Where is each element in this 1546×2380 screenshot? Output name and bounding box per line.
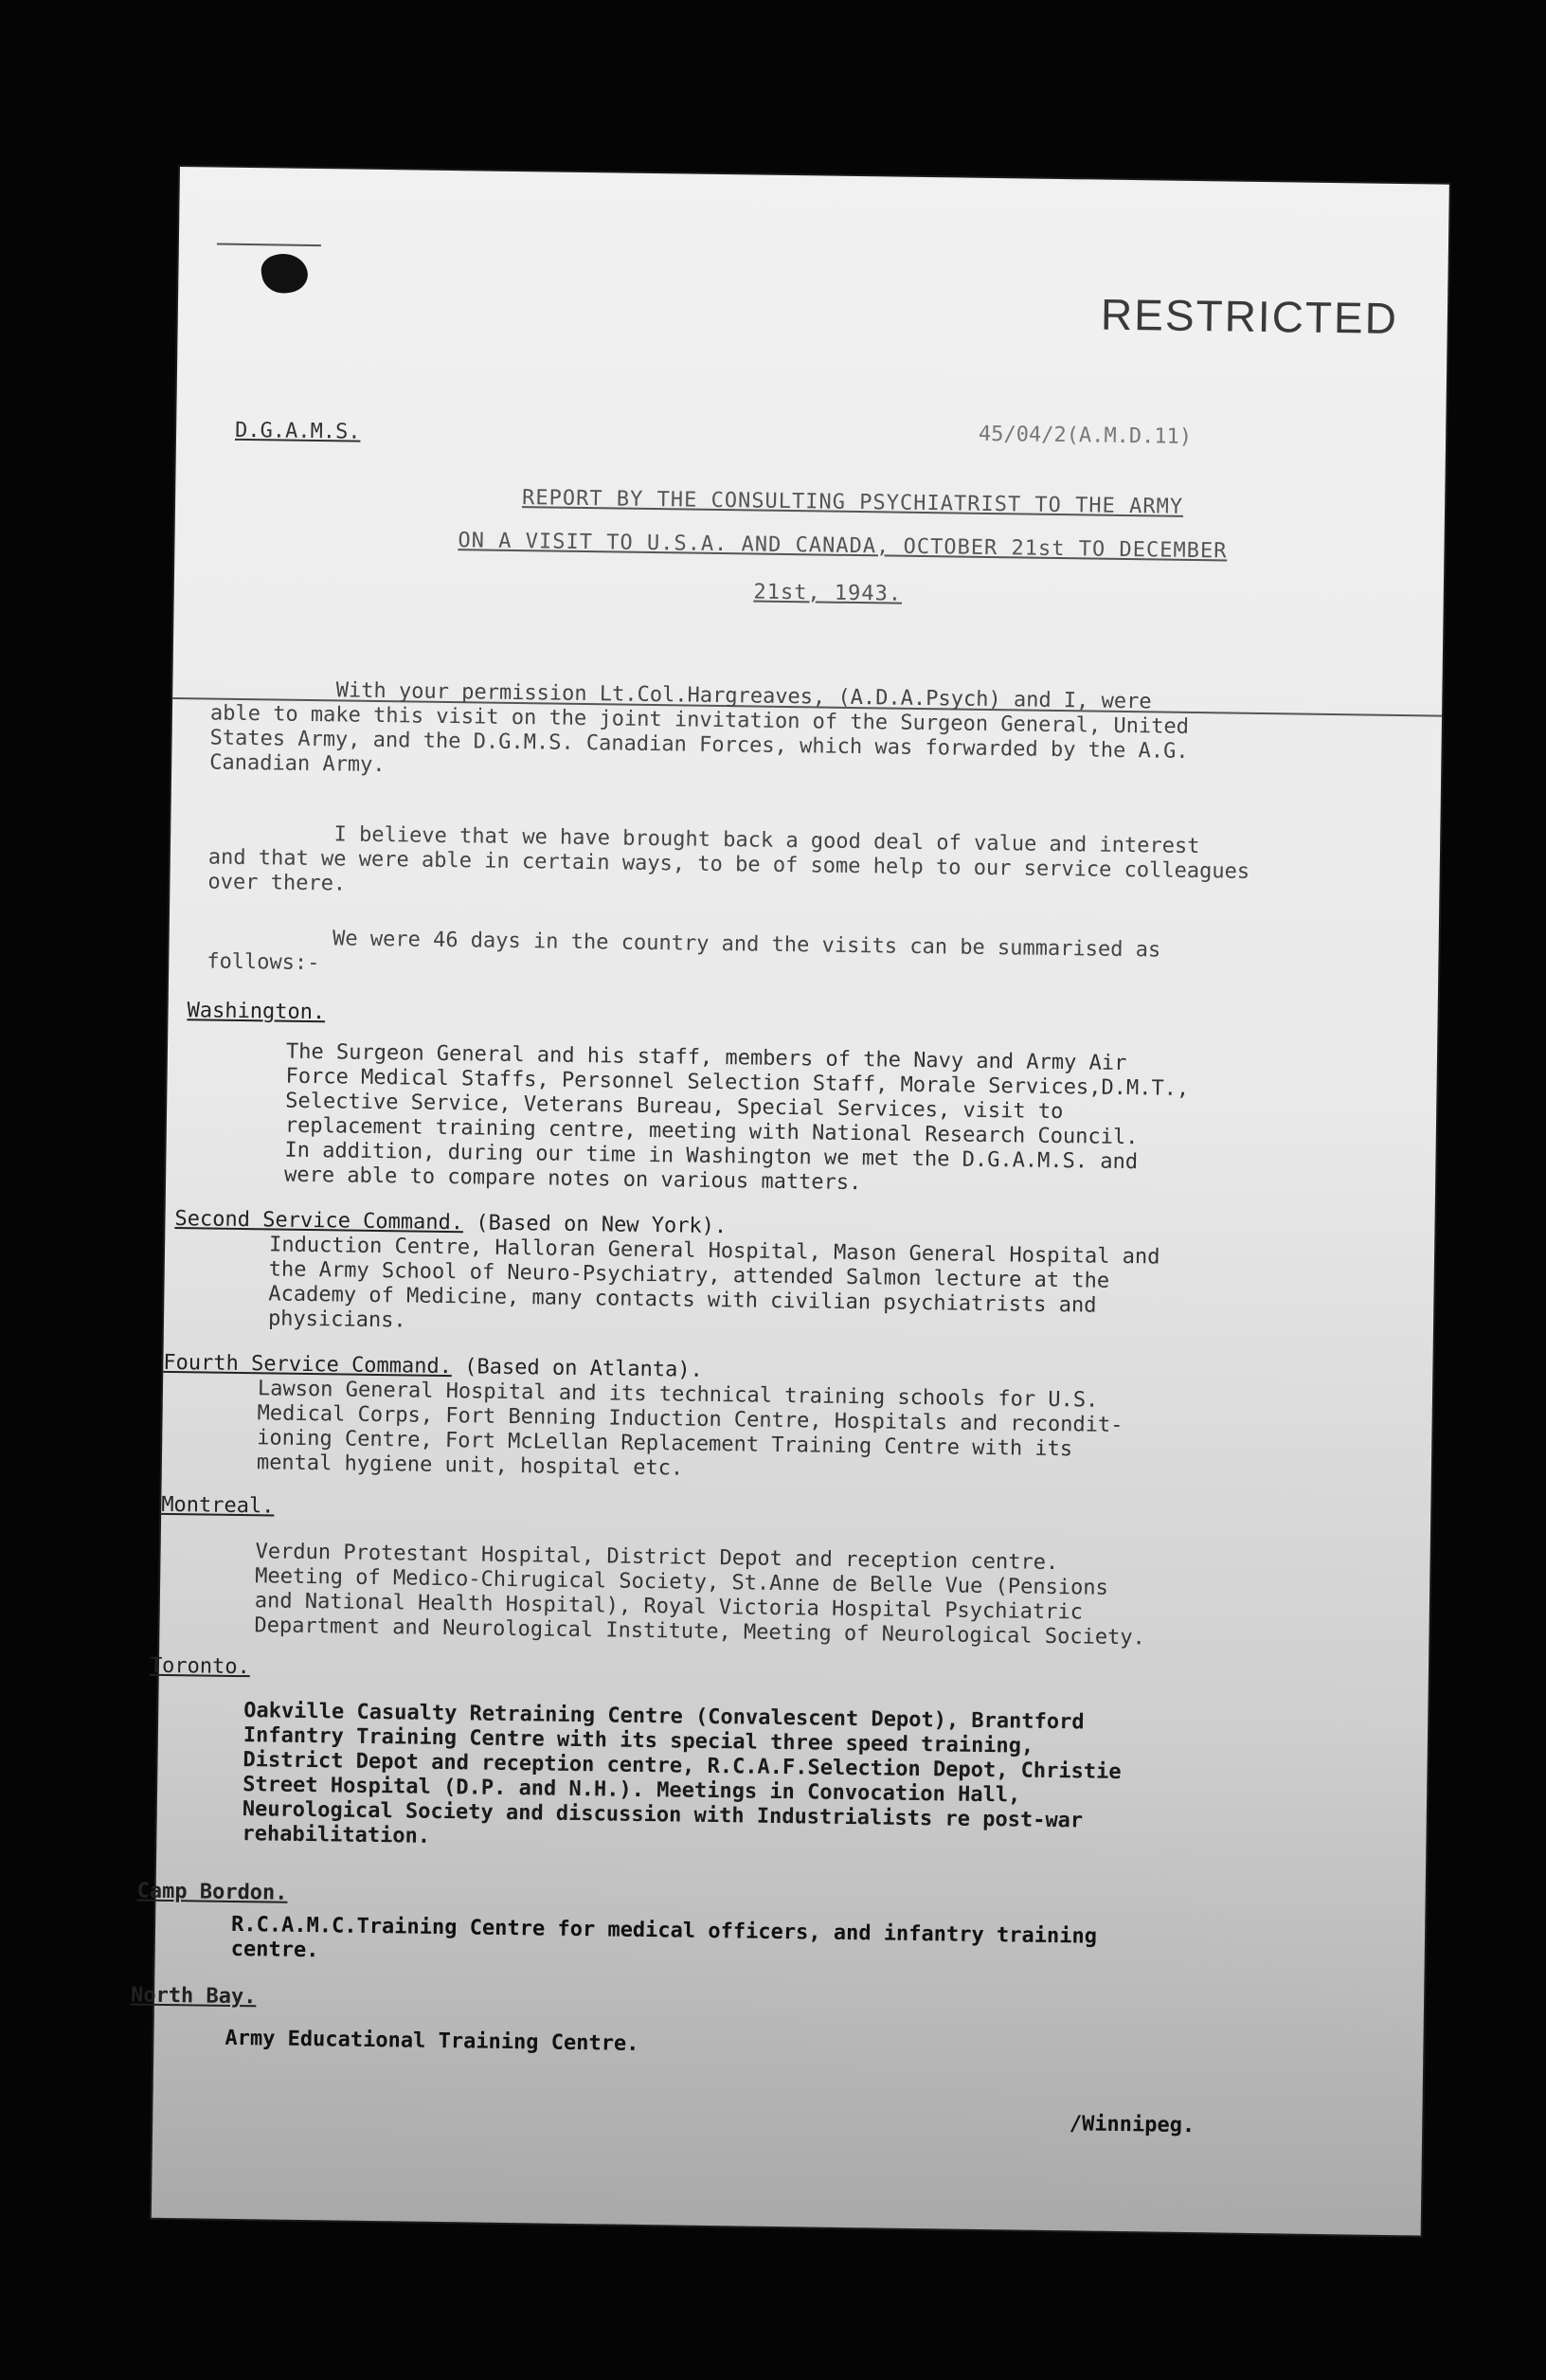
section-heading-fourth-service-command: Fourth Service Command. (Based on Atlanta). — [163, 1350, 704, 1382]
section-heading-second-service-command: Second Service Command. (Based on New York). — [174, 1207, 728, 1239]
report-title-line-1: REPORT BY THE CONSULTING PSYCHIATRIST TO THE ARMY — [521, 486, 1184, 519]
section-heading-washington: Washington. — [187, 999, 326, 1025]
section-body-fourth-service-command: Lawson General Hospital and its technical training schools for U.S. Medical Corps, Fort Benning Induction Centre, Hospitals and recondit- ioning Centre, Fort McLellan Replacement Training Centre with its mental hygiene unit, hospital etc. — [256, 1377, 1124, 1481]
file-reference: 45/04/2(A.M.D.11) — [978, 422, 1193, 449]
summary-paragraph: We were 46 days in the country and the visits can be summarised as follows:- — [207, 925, 1161, 976]
intro-paragraph: With your permission Lt.Col.Hargreaves, (A.D.A.Psych) and I, were able to make this visit on the joint invitation of the Surgeon General, United States Army, and the D.G.M.S. Canadian Forces, which was forwarded by the A.G. Canadian Army. — [209, 676, 1190, 778]
section-body-washington: The Surgeon General and his staff, members of the Navy and Army Air Force Medical Staffs, Personnel Selection Staff, Morale Services,D.M.T., Selective Service, Veterans Bureau, Special Services, visit to replacement training centre, meeting with National Research Council. In addition, during our time in Washington we met the D.G.A.M.S. and were able to compare notes on various matters. — [283, 1039, 1190, 1196]
report-title-line-2: ON A VISIT TO U.S.A. AND CANADA, OCTOBER 21st TO DECEMBER — [458, 529, 1228, 564]
section-body-camp-bordon: R.C.A.M.C.Training Centre for medical officers, and infantry training centre. — [230, 1912, 1098, 1963]
section-body-north-bay: Army Educational Training Centre. — [225, 2026, 639, 2056]
section-heading-montreal: Montreal. — [161, 1492, 275, 1519]
restricted-stamp: RESTRICTED — [1100, 289, 1399, 343]
section-body-montreal: Verdun Protestant Hospital, District Depot and reception centre. Meeting of Medico-Chirugical Society, St.Anne de Belle Vue (Pensions and National Health Hospital), Royal Victoria Hospital Psychiatric Department and Neurological Institute, Meeting of Neurological Society. — [254, 1540, 1145, 1650]
document-page — [130, 167, 1449, 2235]
value-paragraph: I believe that we have brought back a good deal of value and interest and that we were able in certain ways, to be of some help to our service colleagues over there. — [207, 820, 1250, 896]
section-heading-toronto: Toronto. — [149, 1653, 251, 1680]
section-heading-north-bay: North Bay. — [130, 1983, 257, 2010]
continuation-note: /Winnipeg. — [1069, 2112, 1195, 2138]
addressee-ref: D.G.A.M.S. — [234, 418, 361, 444]
report-title-line-3: 21st, 1943. — [753, 580, 903, 606]
pen-mark — [217, 243, 321, 247]
section-body-second-service-command: Induction Centre, Halloran General Hospital, Mason General Hospital and the Army School of Neuro-Psychiatry, attended Salmon lecture at the Academy of Medicine, many contacts with civilian psychiatrists and physicians. — [267, 1233, 1160, 1333]
section-body-toronto: Oakville Casualty Retraining Centre (Convalescent Depot), Brantford Infantry Training Centre with its special three speed training, District Depot and reception centre, R.C.A.F.Selection Depot, Christie Street Hospital (D.P. and N.H.). Meetings in Convocation Hall, Neurological Society and discussion with Industrialists re post-war rehabilitation. — [242, 1699, 1122, 1848]
ink-blot — [259, 249, 311, 298]
section-heading-camp-bordon: Camp Bordon. — [136, 1879, 288, 1905]
